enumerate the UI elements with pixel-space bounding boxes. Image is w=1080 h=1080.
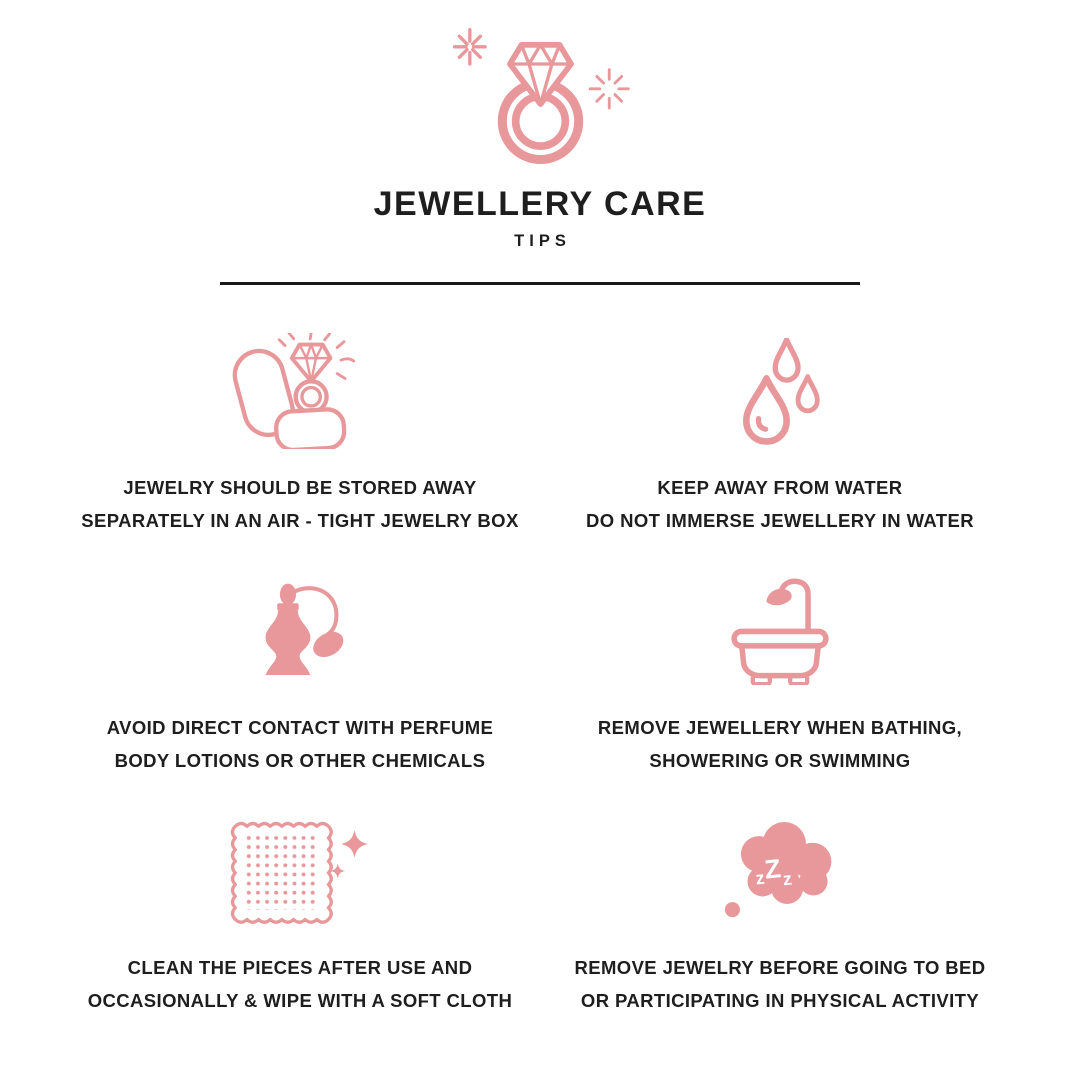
page-title: JEWELLERY CARE (373, 185, 707, 223)
tip-caption-line: OR PARTICIPATING IN PHYSICAL ACTIVITY (580, 990, 980, 1011)
tip-caption-line: REMOVE JEWELLERY WHEN BATHING, (597, 717, 963, 738)
header (0, 0, 1080, 285)
tip-card-perfume (60, 573, 540, 813)
tip-caption-line: SEPARATELY IN AN AIR - TIGHT JEWELRY BOX (81, 510, 519, 531)
tip-caption (598, 711, 962, 777)
icon-wrap (226, 813, 375, 929)
tip-caption (574, 951, 985, 1017)
icon-wrap (228, 333, 373, 449)
tip-caption (88, 951, 513, 1017)
tip-card-sleep (540, 813, 1020, 1053)
tip-caption (586, 471, 974, 537)
icon-wrap (252, 573, 349, 689)
sparkle-right-icon (590, 70, 628, 108)
shower-head-icon (766, 589, 791, 606)
water-drops-icon (740, 338, 821, 445)
tip-caption-line: SHOWERING OR SWIMMING (649, 750, 911, 771)
diamond-ring-icon (445, 22, 636, 170)
bathtub-shower-icon (729, 577, 831, 685)
tip-caption-line: REMOVE JEWELRY BEFORE GOING TO BED (574, 957, 986, 978)
tip-caption-line: CLEAN THE PIECES AFTER USE AND (127, 957, 473, 978)
tip-caption-line: OCCASIONALLY & WIPE WITH A SOFT CLOTH (87, 990, 513, 1011)
page-subtitle: TIPS (514, 232, 571, 250)
icon-wrap (740, 333, 821, 449)
zzz-text: zZz (754, 853, 794, 890)
tip-caption (107, 711, 494, 777)
tip-card-water (540, 333, 1020, 573)
polishing-cloth-icon (226, 815, 375, 927)
sleep-cloud-icon (721, 822, 840, 920)
tip-caption-line: KEEP AWAY FROM WATER (657, 477, 903, 498)
sparkle-big-icon (341, 830, 367, 858)
tip-caption (81, 471, 518, 537)
ring-box-icon (228, 333, 373, 449)
tip-card-cleaning (60, 813, 540, 1053)
tip-card-bathing (540, 573, 1020, 813)
sparkle-left-icon (454, 30, 485, 64)
tip-caption-line: AVOID DIRECT CONTACT WITH PERFUME (106, 717, 494, 738)
tip-card-storage (60, 333, 540, 573)
tip-caption-line: JEWELRY SHOULD BE STORED AWAY (123, 477, 477, 498)
perfume-atomizer-icon (252, 580, 349, 683)
tip-caption-line: DO NOT IMMERSE JEWELLERY IN WATER (585, 510, 974, 531)
icon-wrap (721, 813, 840, 929)
icon-wrap (729, 573, 831, 689)
tip-caption-line: BODY LOTIONS OR OTHER CHEMICALS (114, 750, 486, 771)
divider (220, 282, 860, 285)
tips-grid (60, 333, 1020, 1053)
